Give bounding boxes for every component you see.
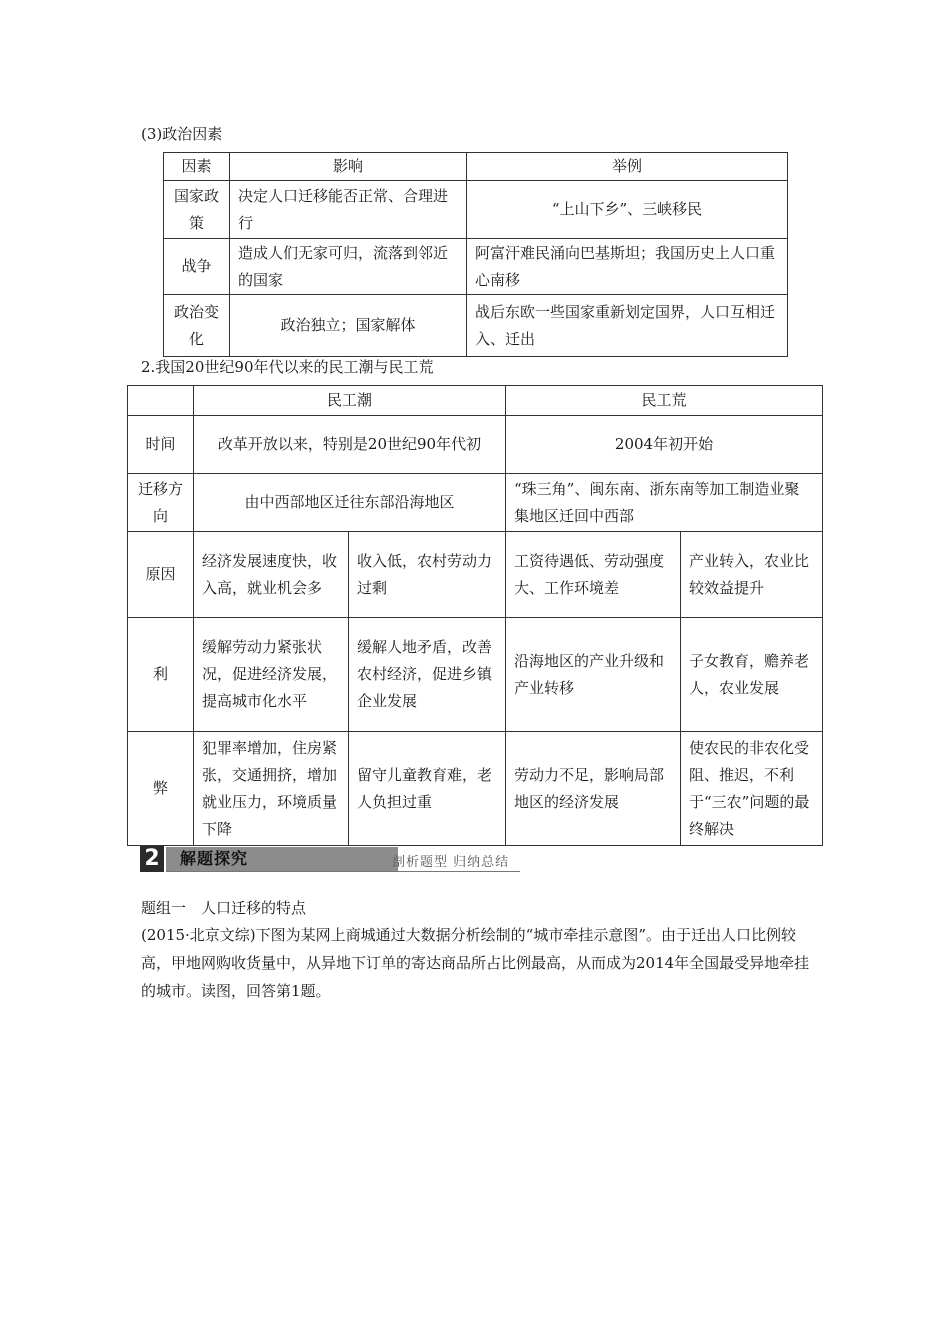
banner-title: 解题探究: [180, 849, 249, 868]
section-number-badge: 2: [140, 846, 164, 872]
factor-cell: 战争: [164, 239, 230, 295]
row-label: 弊: [128, 732, 194, 846]
corner-cell: [128, 386, 194, 416]
reason-cell: 经济发展速度快，收入高，就业机会多: [194, 532, 349, 618]
header-cell: 举例: [467, 153, 788, 181]
table-row-reason: [128, 532, 823, 618]
reason-cell: 工资待遇低、劳动强度大、工作环境差: [506, 532, 681, 618]
reason-cell: 收入低，农村劳动力过剩: [349, 532, 506, 618]
time-huang-cell: 2004年初开始: [506, 416, 823, 474]
harm-cell: 犯罪率增加，住房紧张，交通拥挤，增加就业压力，环境质量下降: [194, 732, 349, 846]
header-cell-huang: 民工荒: [506, 386, 823, 416]
table-header-row: [164, 153, 788, 181]
section-3-heading: (3)政治因素: [141, 125, 223, 143]
row-label: 利: [128, 618, 194, 732]
row-label: 迁移方向: [128, 474, 194, 532]
benefit-cell: 沿海地区的产业升级和产业转移: [506, 618, 681, 732]
political-factors-table: [163, 152, 788, 357]
banner-underline: [166, 871, 520, 872]
table-row-time: [128, 416, 823, 474]
harm-cell: 劳动力不足，影响局部地区的经济发展: [506, 732, 681, 846]
header-cell-chao: 民工潮: [194, 386, 506, 416]
example-cell: “上山下乡”、三峡移民: [467, 181, 788, 239]
factor-cell: 政治变化: [164, 295, 230, 357]
row-label: 原因: [128, 532, 194, 618]
header-cell: 因素: [164, 153, 230, 181]
direction-chao-cell: 由中西部地区迁往东部沿海地区: [194, 474, 506, 532]
benefit-cell: 缓解劳动力紧张状况，促进经济发展，提高城市化水平: [194, 618, 349, 732]
question-paragraph: (2015·北京文综)下图为某网上商城通过大数据分析绘制的“城市牵挂示意图”。由于迁出人口比例较高，甲地网购收货量中，从异地下订单的寄达商品所占比例最高，从而成为2014年全国最受异地牵挂的城市。读图，回答第1题。: [141, 926, 810, 1000]
question-group-title: 题组一 人口迁移的特点: [141, 899, 307, 917]
reason-cell: 产业转入，农业比较效益提升: [681, 532, 823, 618]
impact-cell: 政治独立；国家解体: [230, 295, 467, 357]
header-cell: 影响: [230, 153, 467, 181]
factor-cell: 国家政策: [164, 181, 230, 239]
table-row-harm: [128, 732, 823, 846]
migrant-worker-table: [127, 385, 823, 846]
benefit-cell: 子女教育，赡养老人，农业发展: [681, 618, 823, 732]
table-row: [164, 239, 788, 295]
direction-huang-cell: “珠三角”、闽东南、浙东南等加工制造业聚集地区迁回中西部: [506, 474, 823, 532]
example-cell: 战后东欧一些国家重新划定国界，人口互相迁入、迁出: [467, 295, 788, 357]
section-2-heading: 2.我国20世纪90年代以来的民工潮与民工荒: [141, 358, 434, 376]
banner-subtitle: 剖析题型 归纳总结: [392, 855, 510, 870]
table-row: [164, 181, 788, 239]
table-row: [164, 295, 788, 357]
impact-cell: 造成人们无家可归，流落到邻近的国家: [230, 239, 467, 295]
table-header-row: [128, 386, 823, 416]
table-row-direction: [128, 474, 823, 532]
harm-cell: 使农民的非农化受阻、推迟，不利于“三农”问题的最终解决: [681, 732, 823, 846]
harm-cell: 留守儿童教育难，老人负担过重: [349, 732, 506, 846]
impact-cell: 决定人口迁移能否正常、合理进行: [230, 181, 467, 239]
row-label: 时间: [128, 416, 194, 474]
example-cell: 阿富汗难民涌向巴基斯坦；我国历史上人口重心南移: [467, 239, 788, 295]
table-row-benefit: [128, 618, 823, 732]
time-chao-cell: 改革开放以来，特别是20世纪90年代初: [194, 416, 506, 474]
benefit-cell: 缓解人地矛盾，改善农村经济，促进乡镇企业发展: [349, 618, 506, 732]
section-banner: [140, 846, 520, 872]
